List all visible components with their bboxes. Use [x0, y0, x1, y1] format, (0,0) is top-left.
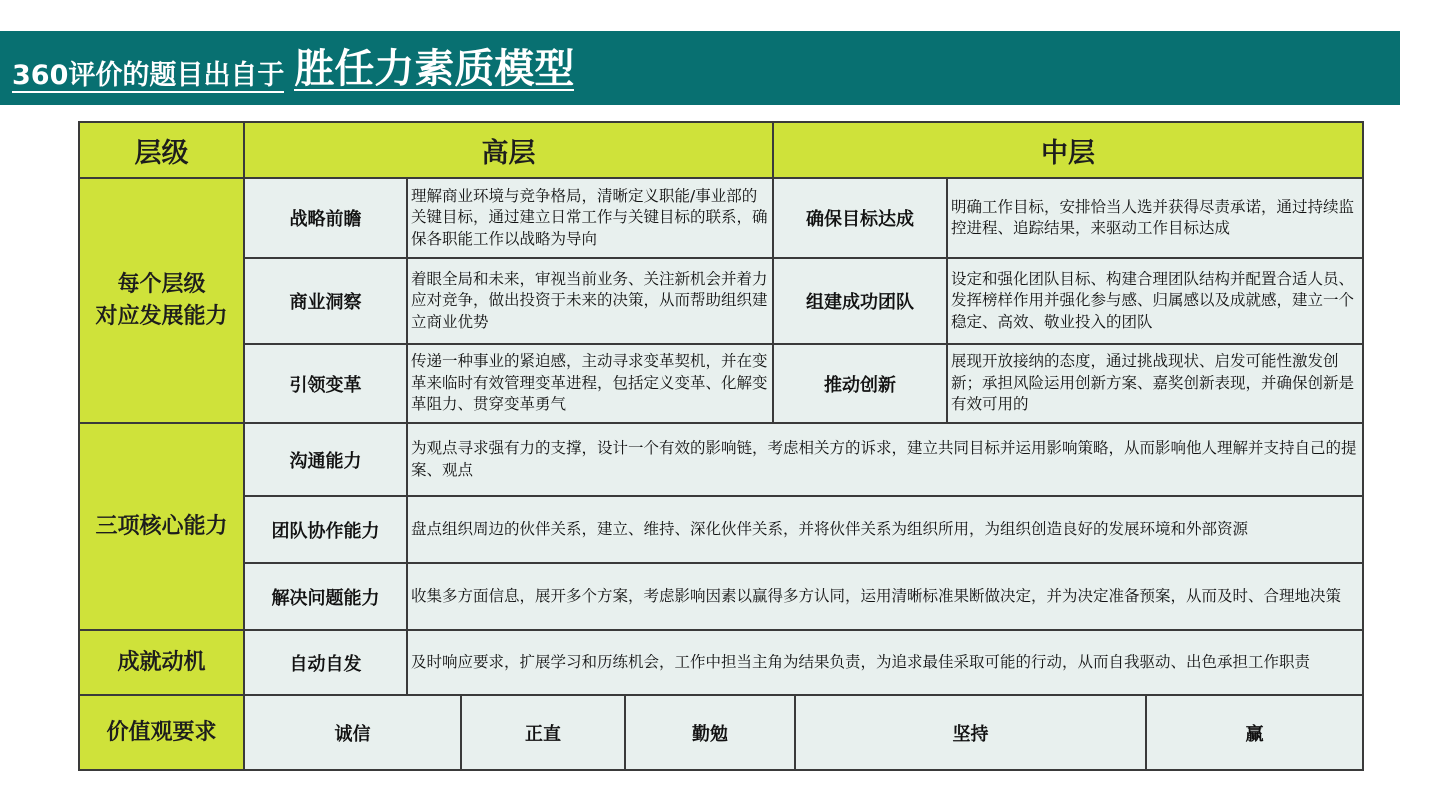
header-level: 层级 — [79, 122, 244, 178]
value-item: 赢 — [1146, 695, 1363, 770]
core-competency-name: 解决问题能力 — [244, 563, 407, 630]
header-senior: 高层 — [244, 122, 773, 178]
senior-competency-name: 商业洞察 — [244, 258, 407, 344]
motivation-competency-name: 自动自发 — [244, 630, 407, 695]
senior-competency-name: 战略前瞻 — [244, 178, 407, 258]
motivation-competency-desc: 及时响应要求，扩展学习和历练机会，工作中担当主角为结果负责，为追求最佳采取可能的行动，从而自我驱动、出色承担工作职责 — [407, 630, 1363, 695]
middle-competency-name: 组建成功团队 — [773, 258, 947, 344]
competency-table — [78, 121, 1364, 771]
core-competency-desc: 盘点组织周边的伙伴关系，建立、维持、深化伙伴关系，并将伙伴关系为组织所用，为组织创造良好的发展环境和外部资源 — [407, 496, 1363, 563]
middle-competency-desc: 设定和强化团队目标、构建合理团队结构并配置合适人员、发挥榜样作用并强化参与感、归属感以及成就感，建立一个稳定、高效、敬业投入的团队 — [947, 258, 1363, 344]
middle-competency-name: 推动创新 — [773, 344, 947, 423]
middle-competency-desc: 明确工作目标，安排恰当人选并获得尽责承诺，通过持续监控进程、追踪结果，来驱动工作目标达成 — [947, 178, 1363, 258]
level-all-line1: 每个层级 — [117, 271, 206, 297]
core-competency-name: 团队协作能力 — [244, 496, 407, 563]
middle-competency-desc: 展现开放接纳的态度，通过挑战现状、启发可能性激发创新；承担风险运用创新方案、嘉奖创新表现，并确保创新是有效可用的 — [947, 344, 1363, 423]
core-competency-desc: 收集多方面信息，展开多个方案，考虑影响因素以赢得多方认同，运用清晰标准果断做决定，并为决定准备预案，从而及时、合理地决策 — [407, 563, 1363, 630]
page-title — [12, 31, 574, 105]
value-item: 勤勉 — [625, 695, 795, 770]
value-item: 诚信 — [244, 695, 461, 770]
value-item: 坚持 — [795, 695, 1146, 770]
title-banner — [0, 31, 1400, 105]
level-motivation: 成就动机 — [79, 630, 244, 695]
title-lead: 360评价的题目出自于 — [12, 62, 284, 93]
level-core: 三项核心能力 — [79, 423, 244, 630]
senior-competency-desc: 理解商业环境与竞争格局，清晰定义职能/事业部的关键目标，通过建立日常工作与关键目标的联系，确保各职能工作以战略为导向 — [407, 178, 773, 258]
senior-competency-name: 引领变革 — [244, 344, 407, 423]
value-item: 正直 — [461, 695, 625, 770]
header-middle: 中层 — [773, 122, 1363, 178]
core-competency-name: 沟通能力 — [244, 423, 407, 496]
senior-competency-desc: 传递一种事业的紧迫感，主动寻求变革契机，并在变革来临时有效管理变革进程，包括定义变革、化解变革阻力、贯穿变革勇气 — [407, 344, 773, 423]
level-values: 价值观要求 — [79, 695, 244, 770]
title-main: 胜任力素质模型 — [294, 46, 575, 92]
core-competency-desc: 为观点寻求强有力的支撑，设计一个有效的影响链，考虑相关方的诉求，建立共同目标并运用影响策略，从而影响他人理解并支持自己的提案、观点 — [407, 423, 1363, 496]
senior-competency-desc: 着眼全局和未来，审视当前业务、关注新机会并着力应对竞争，做出投资于未来的决策，从而帮助组织建立商业优势 — [407, 258, 773, 344]
level-all-line2: 对应发展能力 — [95, 303, 228, 329]
level-all-levels — [79, 178, 244, 423]
middle-competency-name: 确保目标达成 — [773, 178, 947, 258]
